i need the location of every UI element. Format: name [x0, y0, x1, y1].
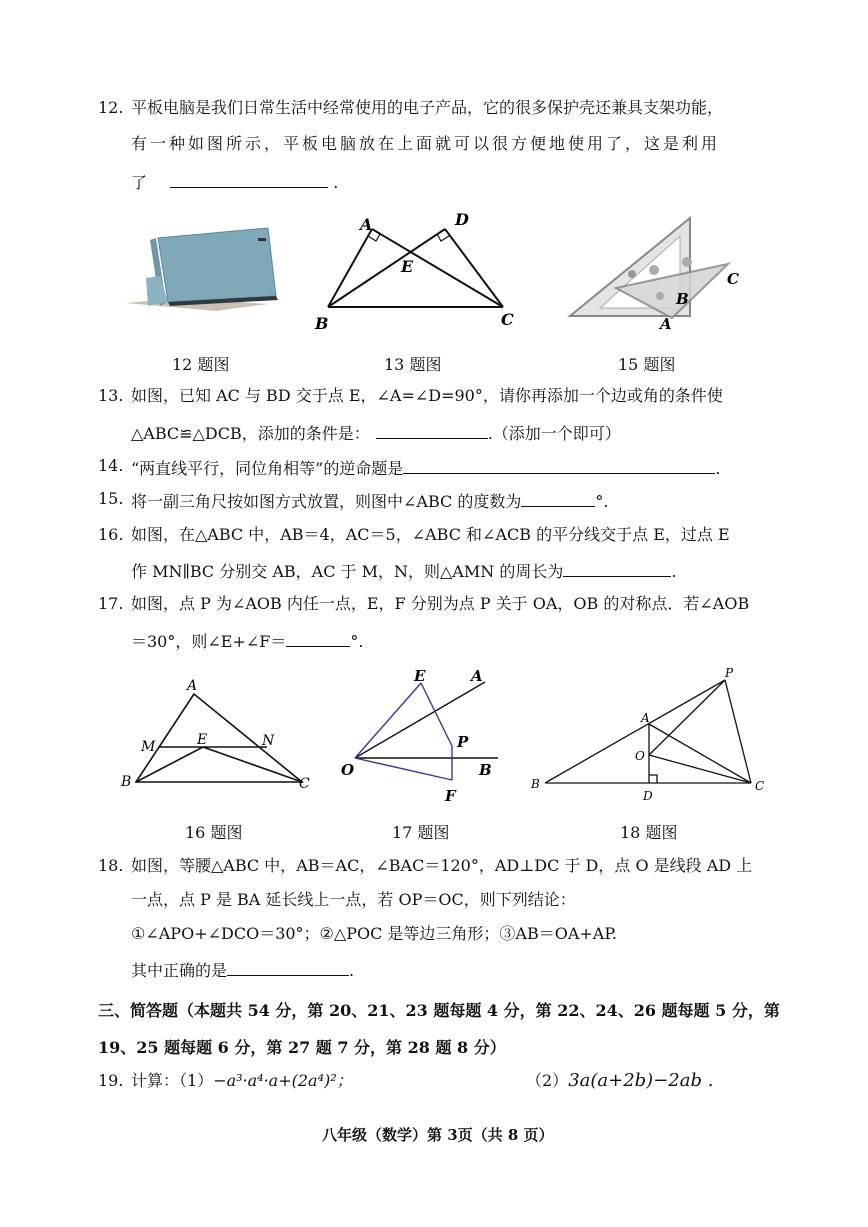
fig18-label-c: C — [755, 779, 765, 793]
caption-fig15: 15 题图 — [618, 355, 676, 374]
fig17-label-e: E — [414, 667, 426, 685]
q18-line1: 如图，等腰△ABC 中，AB＝AC，∠BAC＝120°，AD⊥DC 于 D，点 O 是线段 AD 上 — [131, 856, 753, 875]
q12-line3-pre: 了 — [131, 173, 148, 192]
fig13-label-d: D — [455, 210, 469, 229]
q18-line4-pre: 其中正确的是 — [131, 961, 228, 980]
q14-answer-blank[interactable] — [403, 455, 715, 474]
figure-16 — [115, 672, 320, 794]
q17-answer-blank[interactable] — [286, 628, 350, 647]
fig17-label-o: O — [341, 761, 355, 779]
section3-heading-cont: 19、25 题每题 6 分，第 27 题 7 分，第 28 题 8 分） — [98, 1038, 506, 1057]
q13-line2 — [131, 420, 621, 445]
figure-18 — [525, 662, 775, 807]
q12-line1: 平板电脑是我们日常生活中经常使用的电子产品，它的很多保护壳还兼具支架功能， — [131, 98, 724, 117]
q18-line4-post: . — [349, 961, 355, 980]
q12-line2: 有一种如图所示，平板电脑放在上面就可以很方便地使用了，这是利用 — [131, 134, 721, 153]
fig13-label-e: E — [401, 257, 414, 276]
caption-fig16: 16 题图 — [185, 823, 243, 842]
q15-post: °. — [595, 492, 609, 511]
fig17-label-a: A — [471, 667, 483, 685]
q18-number: 18. — [98, 856, 124, 875]
q12-answer-blank[interactable] — [170, 169, 328, 188]
q19-part1 — [131, 1070, 353, 1092]
caption-fig17: 17 题图 — [392, 823, 450, 842]
q18-line3: ①∠APO+∠DCO＝30°；②△POC 是等边三角形；③AB＝OA+AP. — [131, 924, 617, 943]
fig18-label-b: B — [531, 777, 540, 791]
fig15-label-c: C — [727, 270, 739, 288]
caption-fig18: 18 题图 — [620, 823, 678, 842]
q19-number: 19. — [98, 1071, 124, 1090]
q18-line4 — [131, 957, 354, 982]
fig15-label-a: A — [660, 315, 672, 333]
fig18-label-o: O — [635, 749, 645, 763]
q17-line2-pre: ＝30°，则∠E+∠F＝ — [131, 632, 287, 651]
q19-expression1: −a³·a⁴·a+(2a⁴)²； — [213, 1071, 353, 1090]
fig16-label-b: B — [121, 774, 132, 790]
q14-pre: “两直线平行，同位角相等”的逆命题是 — [131, 459, 404, 478]
fig15-label-b: B — [676, 290, 689, 308]
fig18-label-d: D — [643, 789, 653, 803]
q16-line2-pre: 作 MN∥BC 分别交 AB，AC 于 M，N，则△AMN 的周长为 — [131, 562, 564, 581]
caption-fig12: 12 题图 — [172, 355, 230, 374]
q19-expression2: 3a(a+2b)−2ab . — [568, 1070, 714, 1091]
q19-part2 — [526, 1070, 713, 1092]
page-footer: 八年级（数学）第 3页（共 8 页） — [322, 1126, 554, 1144]
q12-line3 — [131, 169, 338, 194]
fig18-label-p: P — [725, 666, 734, 680]
q17-line2 — [131, 628, 363, 653]
q18-line2: 一点，点 P 是 BA 延长线上一点，若 OP＝OC，则下列结论： — [131, 890, 576, 909]
q14-line — [131, 455, 720, 480]
q12-line3-post: . — [333, 173, 339, 192]
fig13-label-c: C — [501, 310, 514, 329]
q13-line2-pre: △ABC≌△DCB，添加的条件是： — [131, 424, 370, 443]
fig16-label-e: E — [197, 732, 208, 748]
q17-number: 17. — [98, 594, 124, 613]
q13-line1: 如图，已知 AC 与 BD 交于点 E，∠A=∠D=90°，请你再添加一个边或角的条件使 — [131, 386, 723, 405]
q19-pre: 计算：（1） — [131, 1071, 214, 1090]
q14-number: 14. — [98, 456, 124, 475]
q17-line1: 如图，点 P 为∠AOB 内任一点，E，F 分别为点 P 关于 OA，OB 的对称点．若∠AOB — [131, 594, 750, 613]
fig13-label-a: A — [360, 215, 373, 234]
q16-number: 16. — [98, 525, 124, 544]
fig16-label-m: M — [141, 739, 156, 755]
fig16-label-n: N — [262, 733, 275, 749]
q19-part2-label: （2） — [526, 1071, 569, 1090]
caption-fig13: 13 题图 — [384, 355, 442, 374]
q13-answer-blank[interactable] — [376, 420, 488, 439]
fig17-label-f: F — [445, 787, 456, 805]
q15-number: 15. — [98, 489, 124, 508]
q13-line2-post: .（添加一个即可） — [487, 424, 621, 443]
q18-answer-blank[interactable] — [227, 957, 349, 976]
q16-line2 — [131, 558, 676, 583]
fig16-label-c: C — [299, 776, 310, 792]
q16-line1: 如图，在△ABC 中，AB＝4，AC＝5，∠ABC 和∠ACB 的平分线交于点 E，过点 E — [131, 525, 730, 544]
q13-number: 13. — [98, 386, 124, 405]
tablet-photo — [118, 218, 288, 318]
fig18-label-a: A — [641, 711, 650, 725]
fig16-label-a: A — [187, 678, 198, 694]
fig13-label-b: B — [315, 314, 329, 333]
q15-line — [131, 488, 608, 513]
figure-13 — [310, 205, 525, 335]
fig17-label-p: P — [457, 733, 469, 751]
figure-17 — [335, 662, 510, 807]
q16-answer-blank[interactable] — [563, 558, 671, 577]
q16-line2-post: . — [671, 562, 677, 581]
q12-number: 12. — [98, 98, 124, 117]
fig17-label-b: B — [479, 761, 492, 779]
q15-pre: 将一副三角尺按如图方式放置，则图中∠ABC 的度数为 — [131, 492, 522, 511]
section3-heading: 三、简答题（本题共 54 分，第 20、21、23 题每题 4 分，第 22、24、26 题每题 5 分，第 — [98, 1001, 780, 1020]
figure-15 — [560, 208, 750, 333]
q15-answer-blank[interactable] — [521, 488, 595, 507]
q17-line2-post: °. — [350, 632, 364, 651]
q14-post: . — [715, 459, 721, 478]
